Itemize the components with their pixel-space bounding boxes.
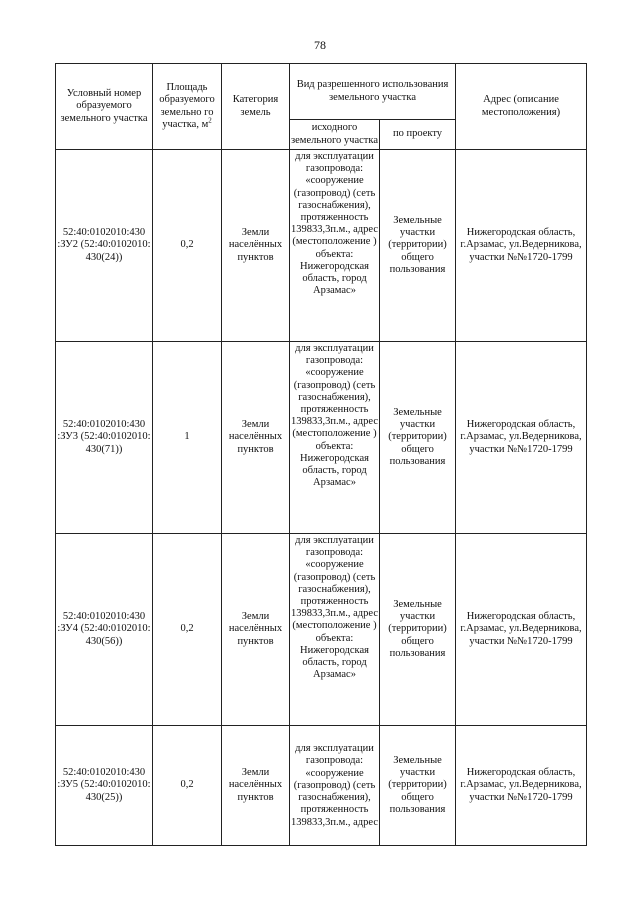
use-source-cell: для эксплуатации газопровода: «сооружение (газопровод) (сеть газоснабжения), протяженность 139833,3п.м., адрес [290,726,380,846]
category-cell: Земли населённых пунктов [222,150,290,342]
area-cell: 1 [153,342,222,534]
table-row [56,534,587,726]
use-project-cell: Земельные участки (территории) общего пользования [380,726,456,846]
table-row [56,726,587,846]
category-cell: Земли населённых пунктов [222,534,290,726]
header-cadastral: Условный номер образуемого земельного участка [56,64,153,150]
use-source-cell: для эксплуатации газопровода: «сооружение (газопровод) (сеть газоснабжения), протяженность 139833,3п.м., адрес (местоположение ) объекта: Нижегородская область, город Арзамас» [290,534,380,726]
address-cell: Нижегородская область, г.Арзамас, ул.Ведерникова, участки №№1720-1799 [456,150,587,342]
use-source-cell: для эксплуатации газопровода: «сооружение (газопровод) (сеть газоснабжения), протяженность 139833,3п.м., адрес (местоположение ) объекта: Нижегородская область, город Арзамас» [290,150,380,342]
table-row [56,150,587,342]
header-use-group: Вид разрешенного использования земельного участка [290,64,456,120]
table-row [56,342,587,534]
header-area-label: Площадь образуемого земельно го участка, м [159,82,215,130]
cadastral-cell: 52:40:0102010:430 :ЗУ3 (52:40:0102010: 430(71)) [56,342,153,534]
use-project-cell: Земельные участки (территории) общего пользования [380,534,456,726]
category-cell: Земли населённых пунктов [222,726,290,846]
category-cell: Земли населённых пунктов [222,342,290,534]
address-cell: Нижегородская область, г.Арзамас, ул.Ведерникова, участки №№1720-1799 [456,726,587,846]
header-area-unit-superscript: 2 [208,116,212,125]
cadastral-cell: 52:40:0102010:430 :ЗУ5 (52:40:0102010: 430(25)) [56,726,153,846]
header-use-project: по проекту [380,120,456,150]
land-plots-table [55,63,587,846]
area-cell: 0,2 [153,150,222,342]
header-address: Адрес (описание местоположения) [456,64,587,150]
address-cell: Нижегородская область, г.Арзамас, ул.Ведерникова, участки №№1720-1799 [456,342,587,534]
header-use-source: исходного земельного участка [290,120,380,150]
use-project-cell: Земельные участки (территории) общего пользования [380,150,456,342]
address-cell: Нижегородская область, г.Арзамас, ул.Ведерникова, участки №№1720-1799 [456,534,587,726]
header-area [153,64,222,150]
cadastral-cell: 52:40:0102010:430 :ЗУ4 (52:40:0102010: 430(56)) [56,534,153,726]
use-source-cell: для эксплуатации газопровода: «сооружение (газопровод) (сеть газоснабжения), протяженность 139833,3п.м., адрес (местоположение ) объекта: Нижегородская область, город Арзамас» [290,342,380,534]
area-cell: 0,2 [153,534,222,726]
header-category: Категория земель [222,64,290,150]
area-cell: 0,2 [153,726,222,846]
use-project-cell: Земельные участки (территории) общего пользования [380,342,456,534]
page-number: 78 [314,38,326,52]
cadastral-cell: 52:40:0102010:430 :ЗУ2 (52:40:0102010: 430(24)) [56,150,153,342]
